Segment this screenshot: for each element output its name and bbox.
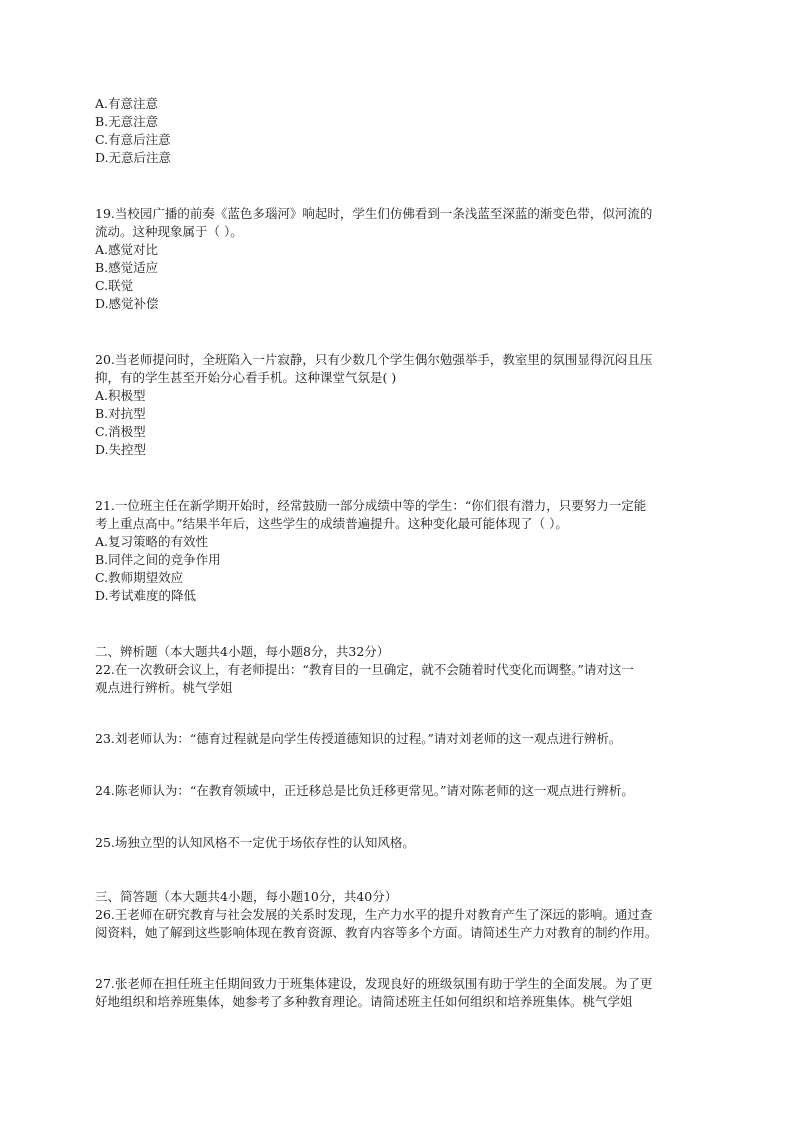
question-25 bbox=[95, 834, 705, 852]
question-stem-line: 21.一位班主任在新学期开始时，经常鼓励一部分成绩中等的学生：“你们很有潜力，只要努力一定能 bbox=[95, 498, 647, 513]
question-19 bbox=[95, 205, 705, 313]
question-stem-line: 20.当老师提问时，全班陷入一片寂静，只有少数几个学生偶尔勉强举手，教室里的氛围显得沉闷且压 bbox=[95, 352, 653, 367]
option-d: D.考试难度的降低 bbox=[95, 588, 197, 603]
question-26-stem-line: 26.王老师在研究教育与社会发展的关系时发现，生产力水平的提升对教育产生了深远的影响。通过查 bbox=[95, 907, 653, 922]
question-18-options bbox=[95, 95, 705, 167]
option-a: A.感觉对比 bbox=[95, 242, 159, 257]
question-stem-line: 27.张老师在担任班主任期间致力于班集体建设，发现良好的班级氛围有助于学生的全面发展。为了更 bbox=[95, 976, 653, 991]
option-d: D.失控型 bbox=[95, 442, 147, 457]
question-stem-line: 考上重点高中。”结果半年后，这些学生的成绩普遍提升。这种变化最可能体现了（ ）。 bbox=[95, 516, 568, 531]
question-stem-line: 25.场独立型的认知风格不一定优于场依存性的认知风格。 bbox=[95, 835, 415, 850]
option-b: B.感觉适应 bbox=[95, 260, 159, 275]
section-3 bbox=[95, 888, 705, 942]
option-b: B.无意注意 bbox=[95, 114, 159, 129]
question-stem-line: 24.陈老师认为：“在教育领域中，正迁移总是比负迁移更常见。”请对陈老师的这一观点进行辨析。 bbox=[95, 783, 634, 798]
question-22-stem-line: 22.在一次教研会议上，有老师提出：“教育目的一旦确定，就不会随着时代变化而调整。”请对这一 bbox=[95, 662, 634, 677]
section-heading: 三、简答题（本大题共4小题，每小题10分，共40分） bbox=[95, 889, 398, 904]
question-23 bbox=[95, 730, 705, 748]
question-26-stem-line: 阅资料，她了解到这些影响体现在教育资源、教育内容等多个方面。请简述生产力对教育的制约作用。 bbox=[95, 925, 658, 940]
question-stem-line: 抑，有的学生甚至开始分心看手机。这种课堂气氛是( ) bbox=[95, 370, 397, 385]
option-b: B.同伴之间的竞争作用 bbox=[95, 552, 221, 567]
option-b: B.对抗型 bbox=[95, 406, 146, 421]
option-c: C.教师期望效应 bbox=[95, 570, 184, 585]
option-a: A.有意注意 bbox=[95, 96, 159, 111]
question-22-stem-line: 观点进行辨析。桃气学姐 bbox=[95, 680, 233, 695]
option-d: D.感觉补偿 bbox=[95, 296, 159, 311]
question-27 bbox=[95, 975, 705, 1011]
option-c: C.消极型 bbox=[95, 424, 146, 439]
exam-content bbox=[95, 95, 705, 1011]
question-20 bbox=[95, 351, 705, 459]
section-heading: 二、辨析题（本大题共4小题，每小题8分，共32分） bbox=[95, 644, 390, 659]
option-d: D.无意后注意 bbox=[95, 150, 172, 165]
option-a: A.复习策略的有效性 bbox=[95, 534, 209, 549]
option-a: A.积极型 bbox=[95, 388, 146, 403]
question-24 bbox=[95, 782, 705, 800]
question-stem-line: 19.当校园广播的前奏《蓝色多瑙河》响起时，学生们仿佛看到一条浅蓝至深蓝的渐变色带，似河流的 bbox=[95, 206, 653, 221]
question-stem-line: 好地组织和培养班集体，她参考了多种教育理论。请简述班主任如何组织和培养班集体。桃气学姐 bbox=[95, 994, 633, 1009]
question-stem-line: 流动。这种现象属于（ ）。 bbox=[95, 224, 243, 239]
question-stem-line: 23.刘老师认为：“德育过程就是向学生传授道德知识的过程。”请对刘老师的这一观点进行辨析。 bbox=[95, 731, 622, 746]
option-c: C.联觉 bbox=[95, 278, 134, 293]
section-2 bbox=[95, 643, 705, 697]
question-21 bbox=[95, 497, 705, 605]
option-c: C.有意后注意 bbox=[95, 132, 171, 147]
